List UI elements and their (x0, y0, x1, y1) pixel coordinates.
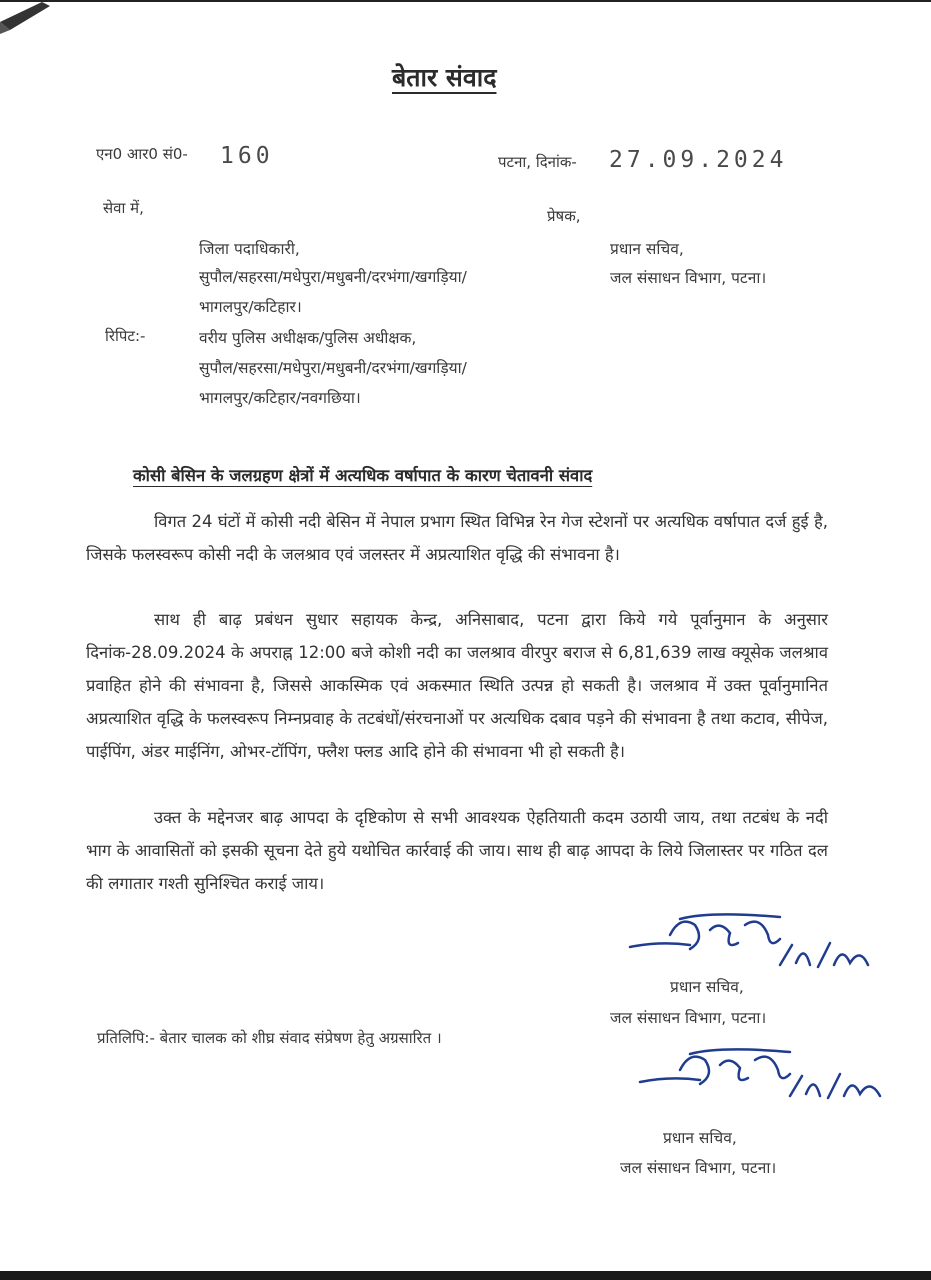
pen-icon (0, 0, 60, 40)
body-paragraph-1: विगत 24 घंटों में कोसी नदी बेसिन में नेपाल प्रभाग स्थित विभिन्न रेन गेज स्टेशनों पर अत्यधिक वर्षापात दर्ज हुई है, जिसके फलस्वरूप कोसी नदी के जलश्राव एवं जलस्तर में अप्रत्याशित वृद्धि की संभावना है। (86, 512, 828, 564)
to-label: सेवा में, (103, 199, 144, 217)
body-paragraph-3: उक्त के मद्देनजर बाढ़ आपदा के दृष्टिकोण से सभी आवश्यक ऐहतियाती कदम उठायी जाय, तथा तटबंध के नदी भाग के आवासितों को इसकी सूचना देते हुये यथोचित कार्रवाई की जाय। साथ ही बाढ़ आपदा के लिये जिलास्तर पर गठित दल की लगातार गश्ती सुनिश्चित कराई जाय। (86, 808, 828, 893)
from-label: प्रेषक, (547, 207, 581, 225)
to-line3: भागलपुर/कटिहार। (199, 298, 302, 316)
reference-label: एन0 आर0 सं0- (96, 145, 188, 163)
reference-number: 160 (220, 143, 274, 169)
copy-to-line1: वरीय पुलिस अधीक्षक/पुलिस अधीक्षक, (199, 329, 417, 347)
page-top-border (0, 0, 931, 2)
date-value: 27.09.2024 (609, 147, 788, 173)
from-line2: जल संसाधन विभाग, पटना। (610, 269, 767, 287)
date-label: पटना, दिनांक- (498, 153, 577, 171)
copy-to-line2: सुपौल/सहरसा/मधेपुरा/मधुबनी/दरभंगा/खगड़िया/ (199, 359, 467, 377)
document-title: बेतार संवाद (392, 63, 497, 92)
body-paragraph-2: साथ ही बाढ़ प्रबंधन सुधार सहायक केन्द्र, अनिसाबाद, पटना द्वारा किये गये पूर्वानुमान के अनुसार दिनांक-28.09.2024 के अपराह्न 12:00 बजे कोशी नदी का जलश्राव वीरपुर बराज से 6,81,639 लाख क्यूसेक जलश्राव प्रवाहित होने की संभावना है, जिससे आकस्मिक एवं अकस्मात स्थिति उत्पन्न हो सकती है। जलश्राव में उक्त पूर्वानुमानित अप्रत्याशित वृद्धि के फलस्वरूप निम्नप्रवाह के तटबंधों/संरचनाओं पर अत्यधिक दबाव पड़ने की संभावना है तथा कटाव, सीपेज, पाईपिंग, अंडर माईनिंग, ओभर-टॉपिंग, फ्लैश फ्लड आदि होने की संभावना भी हो सकती है। (86, 610, 828, 761)
copy-to-label: रिपिट:- (105, 327, 146, 345)
signature-2-designation: प्रधान सचिव, (663, 1129, 737, 1147)
signature-2-department: जल संसाधन विभाग, पटना। (620, 1159, 777, 1177)
copy-forward-note: प्रतिलिपि:- बेतार चालक को शीघ्र संवाद संप्रेषण हेतु अग्रसारित । (97, 1029, 442, 1047)
page-bottom-border (0, 1271, 931, 1280)
signature-1-designation: प्रधान सचिव, (670, 978, 744, 996)
signature-2 (630, 1040, 910, 1120)
from-line1: प्रधान सचिव, (610, 240, 684, 258)
signature-1 (620, 905, 910, 985)
signature-1-department: जल संसाधन विभाग, पटना। (610, 1009, 767, 1027)
to-line2: सुपौल/सहरसा/मधेपुरा/मधुबनी/दरभंगा/खगड़िया/ (199, 268, 467, 286)
subject-line: कोसी बेसिन के जलग्रहण क्षेत्रों में अत्यधिक वर्षापात के कारण चेतावनी संवाद (133, 466, 593, 485)
to-line1: जिला पदाधिकारी, (199, 240, 300, 258)
copy-to-line3: भागलपुर/कटिहार/नवगछिया। (199, 389, 361, 407)
